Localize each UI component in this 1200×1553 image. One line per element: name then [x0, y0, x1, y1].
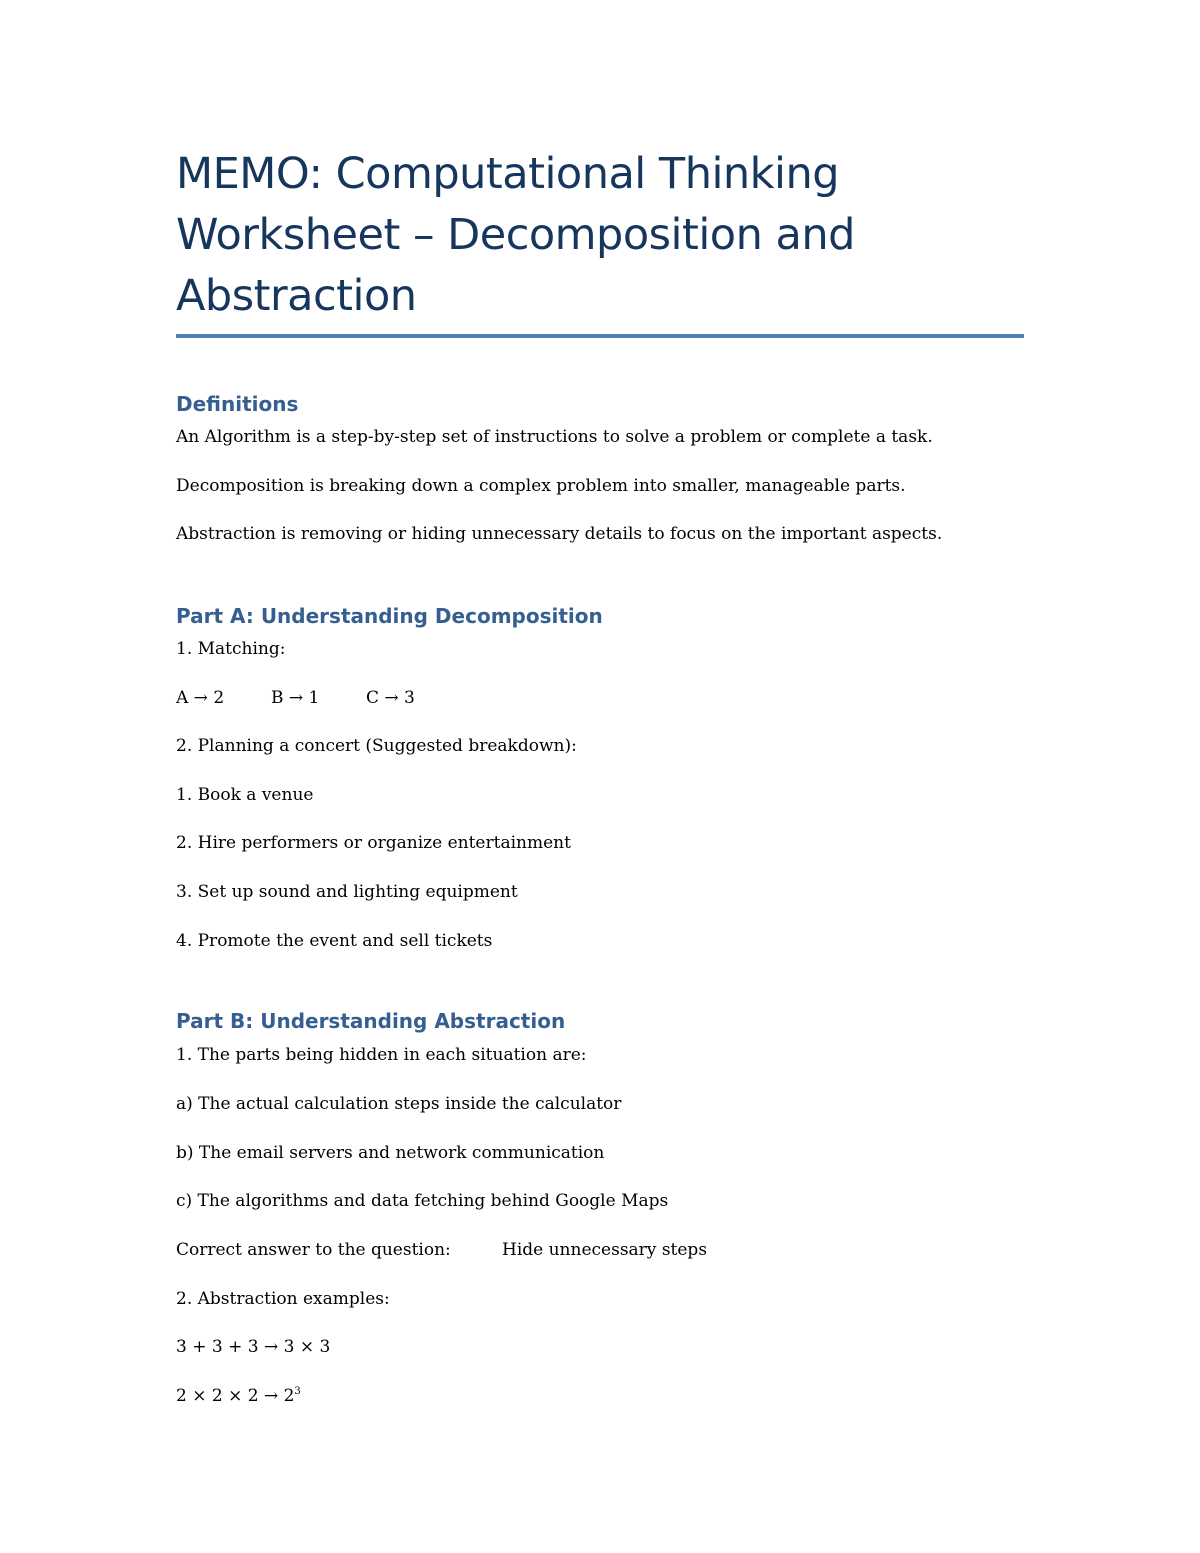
- concert-step: 4. Promote the event and sell tickets: [176, 931, 493, 951]
- abstraction-example-2: [176, 1384, 301, 1408]
- definition-abstraction: Abstraction is removing or hiding unnecessary details to focus on the important aspects.: [176, 524, 943, 544]
- definitions-heading: Definitions: [176, 392, 299, 416]
- definition-decomposition: Decomposition is breaking down a complex problem into smaller, manageable parts.: [176, 476, 906, 496]
- concert-step: 2. Hire performers or organize entertainment: [176, 833, 571, 853]
- hidden-part-item: c) The algorithms and data fetching behind Google Maps: [176, 1191, 669, 1211]
- correct-answer-value: Hide unnecessary steps: [502, 1240, 708, 1260]
- hidden-part-item: b) The email servers and network communication: [176, 1143, 605, 1163]
- part-a-q2-label: 2. Planning a concert (Suggested breakdown):: [176, 736, 577, 756]
- match-b: B → 1: [271, 688, 320, 708]
- correct-answer-row: [176, 1238, 776, 1262]
- match-c: C → 3: [366, 688, 415, 708]
- part-b-q2-label: 2. Abstraction examples:: [176, 1289, 390, 1309]
- hidden-part-item: a) The actual calculation steps inside the calculator: [176, 1094, 622, 1114]
- correct-answer-label: Correct answer to the question:: [176, 1240, 451, 1260]
- part-b-heading: Part B: Understanding Abstraction: [176, 1009, 566, 1033]
- abstraction-example-1: 3 + 3 + 3 → 3 × 3: [176, 1337, 331, 1357]
- concert-step: 3. Set up sound and lighting equipment: [176, 882, 518, 902]
- concert-step: 1. Book a venue: [176, 785, 314, 805]
- part-a-q1-label: 1. Matching:: [176, 639, 286, 659]
- part-b-q1-label: 1. The parts being hidden in each situation are:: [176, 1045, 587, 1065]
- document-title: MEMO: Computational Thinking Worksheet – Decomposition and Abstraction: [176, 149, 855, 321]
- example-2-exponent: 3: [294, 1386, 301, 1397]
- title-underline: [176, 334, 1024, 338]
- match-a: A → 2: [176, 688, 225, 708]
- matching-answers: [176, 686, 476, 710]
- definition-algorithm: An Algorithm is a step-by-step set of instructions to solve a problem or complete a task.: [176, 427, 933, 447]
- part-a-heading: Part A: Understanding Decomposition: [176, 604, 603, 628]
- example-2-base: 2 × 2 × 2 → 2: [176, 1386, 295, 1406]
